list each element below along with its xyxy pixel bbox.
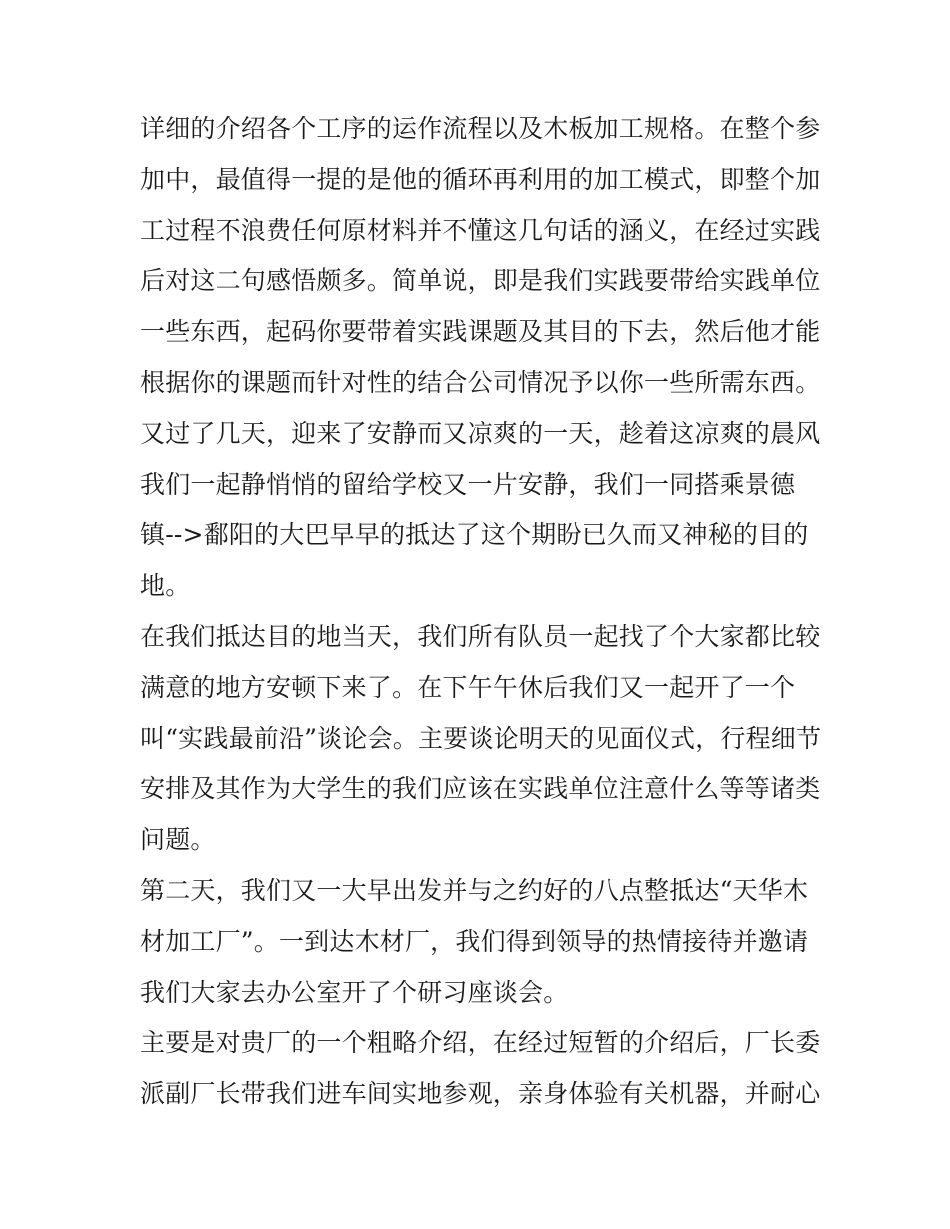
text-line: 我们大家去办公室开了个研习座谈会。	[140, 977, 569, 1007]
text-line: 主要是对贵厂的一个粗略介绍，在经过短暂的介绍后，厂长委	[140, 1028, 821, 1058]
text-line: 第二天，我们又一大早出发并与之约好的八点整抵达“天华木	[140, 875, 809, 905]
text-line: 在我们抵达目的地当天，我们所有队员一起找了个大家都比较	[140, 621, 821, 651]
text-line: 安排及其作为大学生的我们应该在实践单位注意什么等等诸类	[140, 774, 821, 804]
text-line: 材加工厂”。一到达木材厂，我们得到领导的热情接待并邀请	[140, 926, 809, 956]
text-line: 根据你的课题而针对性的结合公司情况予以你一些所需东西。	[140, 367, 821, 397]
text-line: 镇-->鄱阳的大巴早早的抵达了这个期盼已久而又神秘的目的	[140, 520, 809, 550]
text-line: 叫“实践最前沿”谈论会。主要谈论明天的见面仪式，行程细节	[140, 723, 822, 753]
text-line: 地。	[140, 571, 191, 601]
document-body	[140, 104, 820, 1120]
text-line: 工过程不浪费任何原材料并不懂这几句话的涵义，在经过实践	[140, 215, 821, 245]
text-line: 派副厂长带我们进车间实地参观，亲身体验有关机器，并耐心	[140, 1079, 821, 1109]
text-line: 满意的地方安顿下来了。在下午午休后我们又一起开了一个	[140, 672, 796, 702]
text-line: 我们一起静悄悄的留给学校又一片安静，我们一同搭乘景德	[140, 469, 796, 499]
text-line: 加中，最值得一提的是他的循环再利用的加工模式，即整个加	[140, 164, 821, 194]
text-line: 问题。	[140, 825, 216, 855]
text-line: 一些东西，起码你要带着实践课题及其目的下去，然后他才能	[140, 317, 821, 347]
text-line: 后对这二句感悟颇多。简单说，即是我们实践要带给实践单位	[140, 266, 821, 296]
text-line: 详细的介绍各个工序的运作流程以及木板加工规格。在整个参	[140, 114, 821, 143]
text-line: 又过了几天，迎来了安静而又凉爽的一天，趁着这凉爽的晨风	[140, 418, 821, 448]
